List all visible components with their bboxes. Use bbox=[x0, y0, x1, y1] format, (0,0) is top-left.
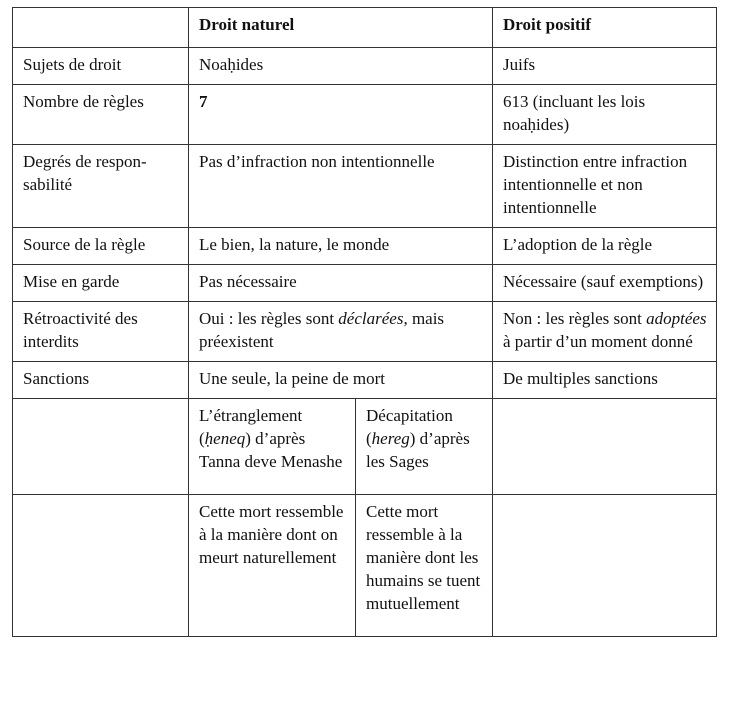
text-run: ) d’après Tanna deve Menashe bbox=[199, 429, 343, 471]
row-label: Source de la règle bbox=[13, 228, 189, 265]
header-droit-naturel: Droit naturel bbox=[189, 8, 493, 48]
empty-label-cell bbox=[13, 495, 189, 637]
header-row bbox=[13, 8, 717, 48]
cell-positif: 613 (incluant les lois noaḥides) bbox=[493, 85, 717, 145]
emphasis-text: hereg bbox=[371, 429, 410, 448]
row-label: Degrés de responsabilité bbox=[13, 145, 189, 228]
emphasis-text: ḥeneq bbox=[204, 429, 246, 448]
cell-naturel bbox=[189, 302, 493, 362]
row-label: Sanctions bbox=[13, 362, 189, 399]
cell-naturel: Une seule, la peine de mort bbox=[189, 362, 493, 399]
empty-positif-cell bbox=[493, 399, 717, 495]
text-run: Non : les règles sont bbox=[503, 309, 647, 328]
cell-method-decapitation bbox=[356, 399, 493, 495]
emphasis-text: déclarées bbox=[338, 309, 404, 328]
table-row bbox=[13, 228, 717, 265]
text-run: L’étranglement ( bbox=[199, 406, 303, 448]
table-row bbox=[13, 265, 717, 302]
table-row bbox=[13, 362, 717, 399]
text-run: ) d’après les Sages bbox=[366, 429, 470, 471]
cell-positif: L’adoption de la règle bbox=[493, 228, 717, 265]
cell-naturel: Pas d’infraction non intentionnelle bbox=[189, 145, 493, 228]
cell-explanation-natural: Cette mort ressemble à la manière dont on meurt naturellement bbox=[189, 495, 356, 637]
cell-positif: Distinction entre infraction intentionnelle et non intentionnelle bbox=[493, 145, 717, 228]
table-row bbox=[13, 302, 717, 362]
comparison-table bbox=[12, 7, 717, 637]
cell-naturel: Le bien, la nature, le monde bbox=[189, 228, 493, 265]
row-label: Rétroactivité des interdits bbox=[13, 302, 189, 362]
table-row bbox=[13, 85, 717, 145]
empty-positif-cell bbox=[493, 495, 717, 637]
row-label: Mise en garde bbox=[13, 265, 189, 302]
text-run: , mais préexistent bbox=[199, 309, 445, 351]
table-row bbox=[13, 48, 717, 85]
emphasis-text: adoptées bbox=[646, 309, 707, 328]
cell-positif: De multiples sanctions bbox=[493, 362, 717, 399]
text-run: Oui : les règles sont bbox=[199, 309, 339, 328]
cell-naturel: 7 bbox=[189, 85, 493, 145]
cell-positif bbox=[493, 302, 717, 362]
table-row bbox=[13, 145, 717, 228]
cell-positif: Juifs bbox=[493, 48, 717, 85]
cell-method-strangulation bbox=[189, 399, 356, 495]
table-row-methods bbox=[13, 399, 717, 495]
row-label: Sujets de droit bbox=[13, 48, 189, 85]
cell-naturel: Noaḥides bbox=[189, 48, 493, 85]
header-empty-cell bbox=[13, 8, 189, 48]
table-row-explanations bbox=[13, 495, 717, 637]
row-label: Nombre de règles bbox=[13, 85, 189, 145]
cell-explanation-human: Cette mort ressemble à la manière dont les humains se tuent mutuellement bbox=[356, 495, 493, 637]
cell-naturel: Pas nécessaire bbox=[189, 265, 493, 302]
empty-label-cell bbox=[13, 399, 189, 495]
text-run: à partir d’un moment donné bbox=[503, 332, 693, 351]
header-droit-positif: Droit positif bbox=[493, 8, 717, 48]
cell-positif: Nécessaire (sauf exemptions) bbox=[493, 265, 717, 302]
text-run: Décapitation ( bbox=[366, 406, 453, 448]
